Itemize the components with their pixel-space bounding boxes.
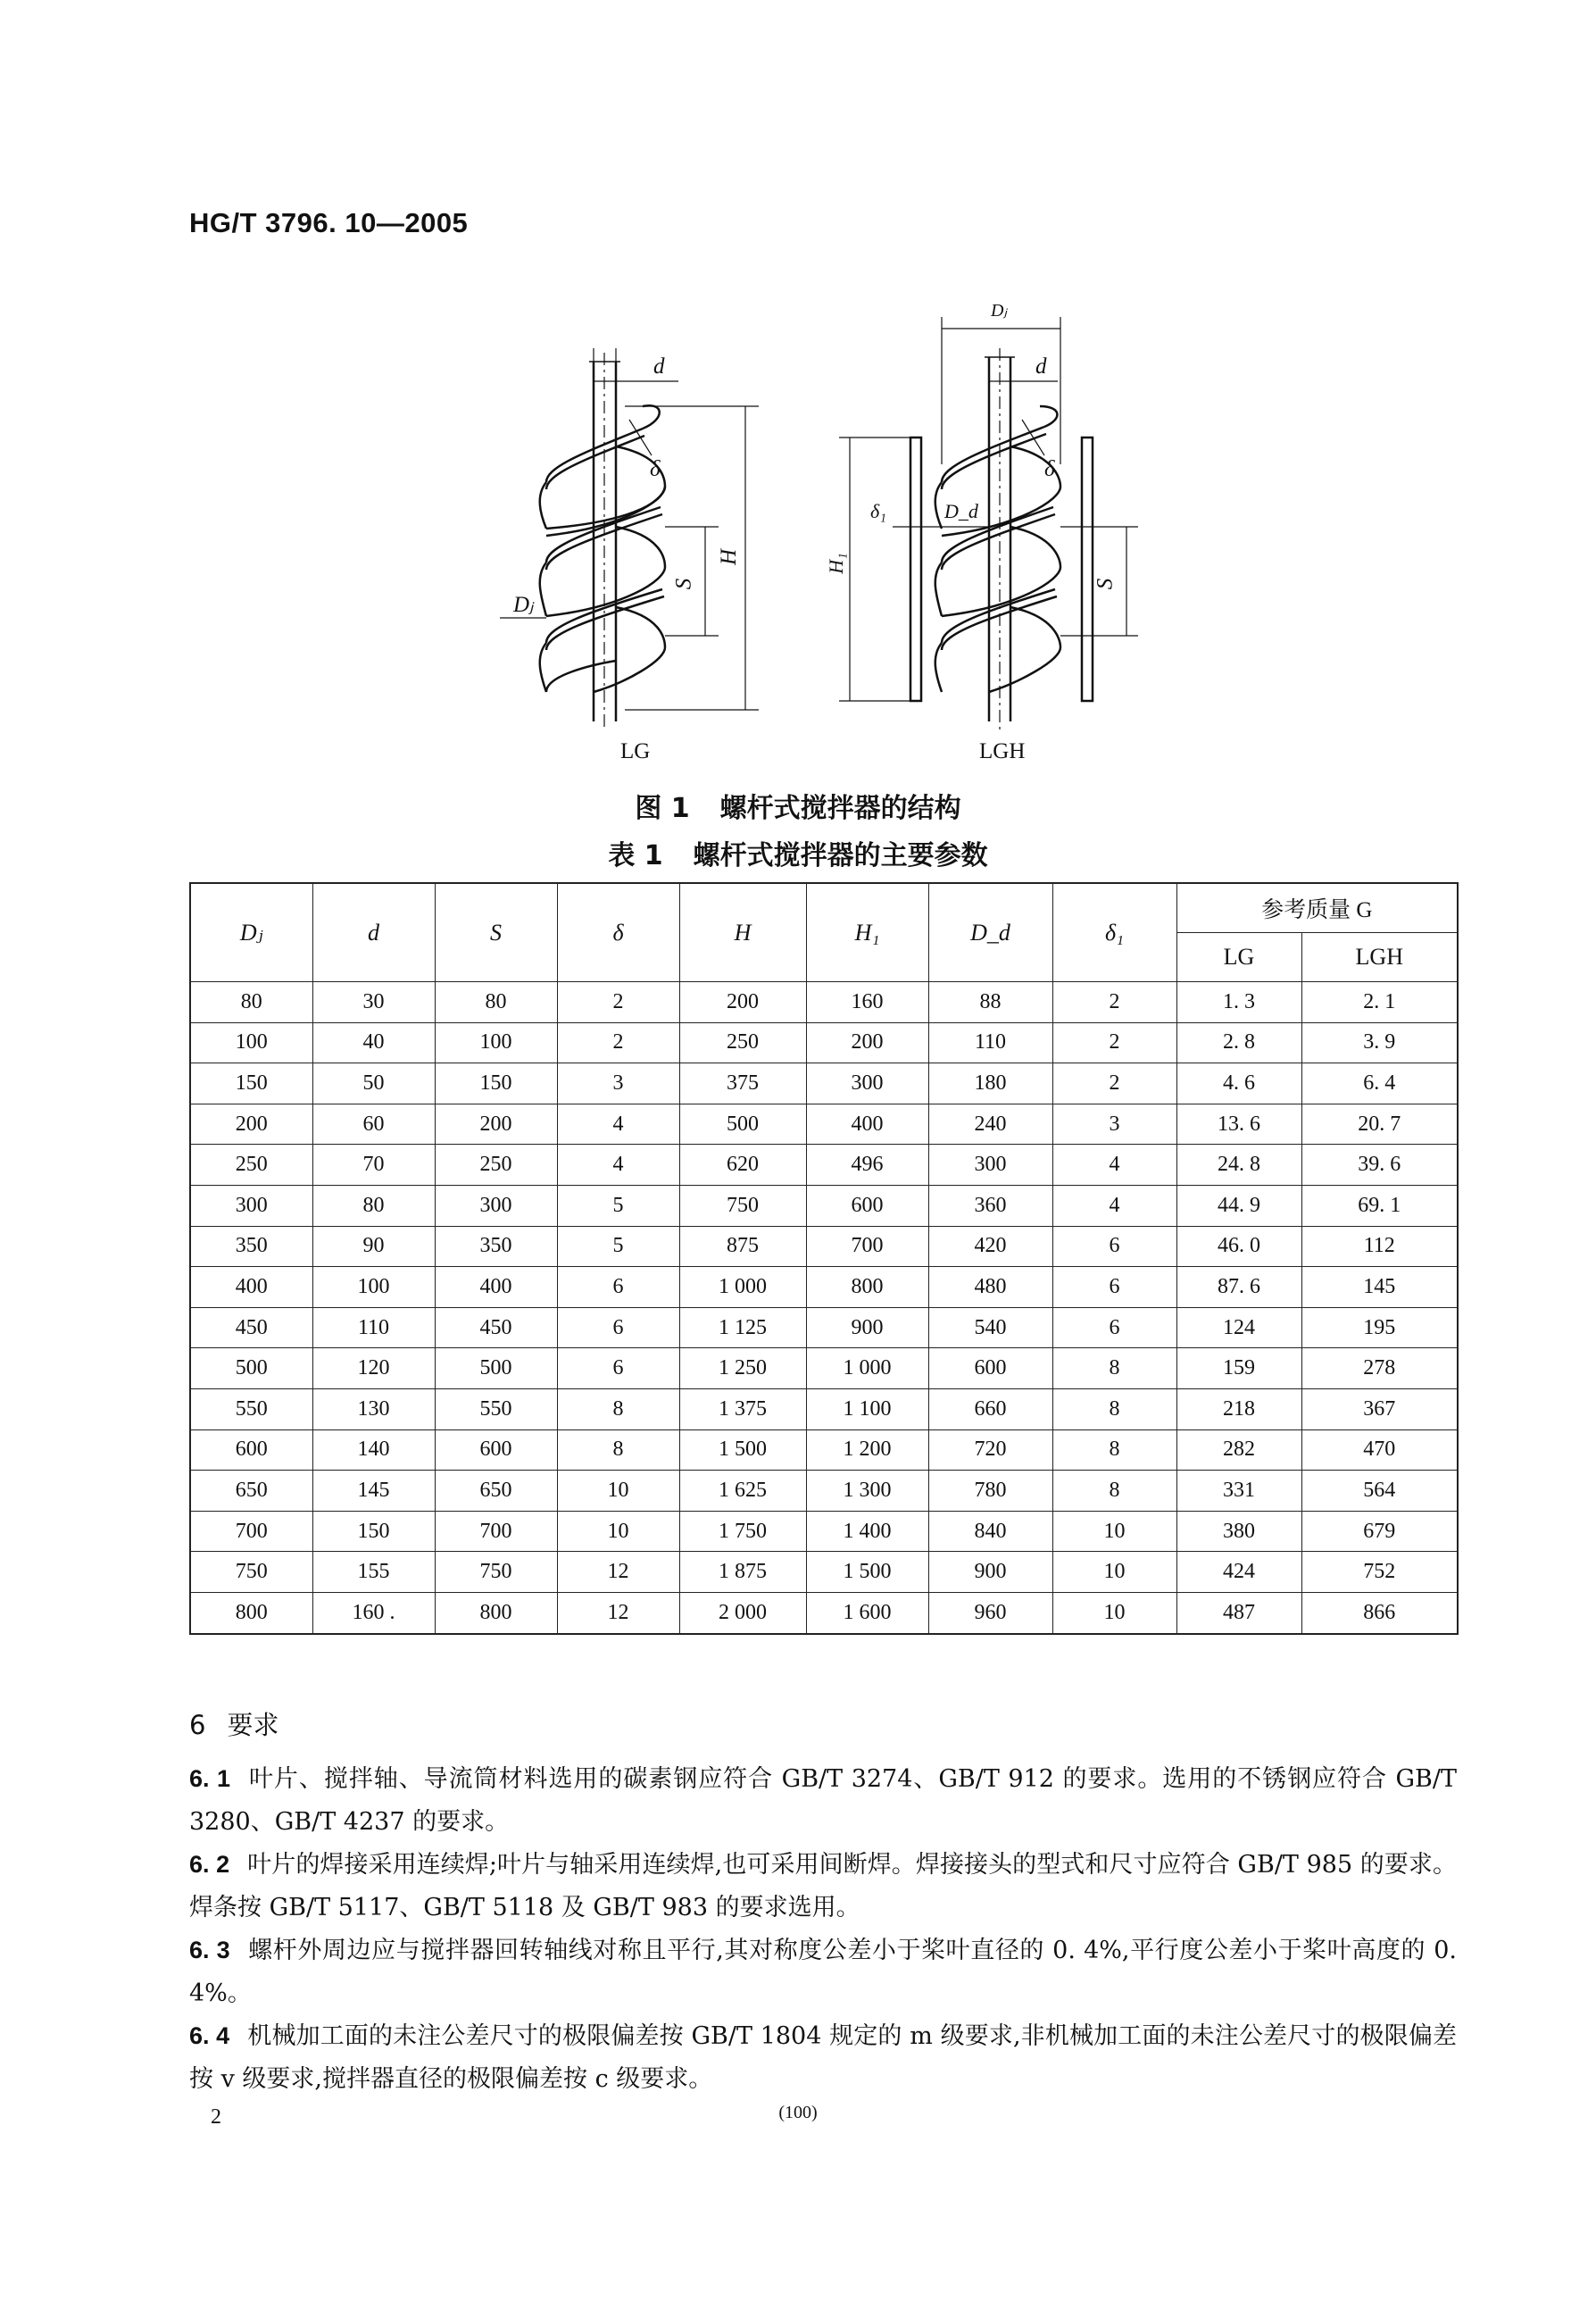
table-cell: 218: [1176, 1388, 1301, 1429]
table-row: [190, 1185, 1458, 1226]
table-cell: 4: [557, 1145, 679, 1186]
table-cell: 8: [1052, 1348, 1176, 1389]
table-cell: 750: [435, 1552, 557, 1593]
table-cell: 39. 6: [1301, 1145, 1458, 1186]
table-cell: 240: [928, 1104, 1052, 1145]
table-cell: 660: [928, 1388, 1052, 1429]
paragraph-text: 机械加工面的未注公差尺寸的极限偏差按 GB/T 1804 规定的 m 级要求,非机械加工面的未注公差尺寸的极限偏差按 v 级要求,搅拌器直径的极限偏差按 c 级要求。: [189, 2022, 1457, 2093]
table-cell: 600: [435, 1429, 557, 1471]
table-cell: 6: [1052, 1307, 1176, 1348]
table-cell: 155: [312, 1552, 435, 1593]
label-delta-lg: δ: [650, 457, 661, 481]
table-row: [190, 1022, 1458, 1063]
table-cell: 100: [435, 1022, 557, 1063]
table-cell: 40: [312, 1022, 435, 1063]
table-row: [190, 1145, 1458, 1186]
table-cell: 195: [1301, 1307, 1458, 1348]
table-cell: 866: [1301, 1592, 1458, 1633]
table-cell: 800: [190, 1592, 312, 1633]
label-d-lgh: d: [1035, 354, 1047, 379]
table-cell: 88: [928, 982, 1052, 1023]
table-cell: 1 400: [806, 1511, 928, 1552]
label-lgh: LGH: [979, 739, 1026, 763]
table-cell: 487: [1176, 1592, 1301, 1633]
table-cell: 30: [312, 982, 435, 1023]
col-header-delta1: δ₁: [1052, 883, 1176, 982]
table-cell: 145: [1301, 1267, 1458, 1308]
table-cell: 124: [1176, 1307, 1301, 1348]
table-cell: 160 .: [312, 1592, 435, 1633]
col-header-d: d: [312, 883, 435, 982]
table-cell: 2: [1052, 982, 1176, 1023]
label-Dj-lgh: Dⱼ: [991, 301, 1007, 321]
table-cell: 600: [190, 1429, 312, 1471]
table-cell: 1. 3: [1176, 982, 1301, 1023]
table-cell: 282: [1176, 1429, 1301, 1471]
table-cell: 1 750: [679, 1511, 806, 1552]
table-cell: 8: [557, 1429, 679, 1471]
table-caption-text: 螺杆式搅拌器的主要参数: [693, 840, 988, 871]
table-cell: 650: [190, 1471, 312, 1512]
table-cell: 112: [1301, 1226, 1458, 1267]
table-cell: 564: [1301, 1471, 1458, 1512]
table-cell: 2: [1052, 1063, 1176, 1104]
table-cell: 46. 0: [1176, 1226, 1301, 1267]
table-row: [190, 1348, 1458, 1389]
table-cell: 100: [312, 1267, 435, 1308]
paragraph-number: 6. 4: [189, 2022, 230, 2049]
table-cell: 540: [928, 1307, 1052, 1348]
table-cell: 800: [806, 1267, 928, 1308]
table-cell: 400: [806, 1104, 928, 1145]
table-row: [190, 1592, 1458, 1633]
table-cell: 12: [557, 1552, 679, 1593]
table-cell: 496: [806, 1145, 928, 1186]
table-cell: 90: [312, 1226, 435, 1267]
parameter-table: [189, 882, 1459, 1635]
table-cell: 752: [1301, 1552, 1458, 1593]
table-cell: 150: [312, 1511, 435, 1552]
table-cell: 13. 6: [1176, 1104, 1301, 1145]
table-cell: 420: [928, 1226, 1052, 1267]
table-cell: 800: [435, 1592, 557, 1633]
table-cell: 650: [435, 1471, 557, 1512]
table-cell: 80: [312, 1185, 435, 1226]
table-row: [190, 1063, 1458, 1104]
table-cell: 1 200: [806, 1429, 928, 1471]
table-cell: 4: [557, 1104, 679, 1145]
table-cell: 6: [1052, 1226, 1176, 1267]
table-cell: 300: [928, 1145, 1052, 1186]
table-row: [190, 1307, 1458, 1348]
table-cell: 4. 6: [1176, 1063, 1301, 1104]
lg-drawing: [500, 348, 759, 730]
table-cell: 100: [190, 1022, 312, 1063]
table-cell: 2: [557, 982, 679, 1023]
page-number: 2: [211, 2105, 221, 2129]
table-cell: 180: [928, 1063, 1052, 1104]
table-caption: [0, 833, 1596, 872]
label-d-lg: d: [653, 354, 665, 379]
table-cell: 5: [557, 1226, 679, 1267]
table-caption-number: 表 1: [608, 840, 663, 871]
table-cell: 331: [1176, 1471, 1301, 1512]
label-H-lg: H: [717, 548, 742, 566]
table-cell: 1 600: [806, 1592, 928, 1633]
col-header-H: H: [679, 883, 806, 982]
table-cell: 600: [806, 1185, 928, 1226]
table-cell: 200: [806, 1022, 928, 1063]
table-row: [190, 1511, 1458, 1552]
table-cell: 1 375: [679, 1388, 806, 1429]
table-cell: 450: [435, 1307, 557, 1348]
table-cell: 1 875: [679, 1552, 806, 1593]
table-cell: 900: [806, 1307, 928, 1348]
section-heading: [189, 1705, 278, 1742]
table-cell: 350: [190, 1226, 312, 1267]
table-cell: 140: [312, 1429, 435, 1471]
table-row: [190, 1267, 1458, 1308]
standard-code: HG/T 3796. 10—2005: [189, 207, 469, 238]
table-cell: 150: [435, 1063, 557, 1104]
table-cell: 70: [312, 1145, 435, 1186]
table-cell: 5: [557, 1185, 679, 1226]
table-cell: 2: [557, 1022, 679, 1063]
table-cell: 480: [928, 1267, 1052, 1308]
table-cell: 60: [312, 1104, 435, 1145]
table-row: [190, 1471, 1458, 1512]
table-cell: 300: [806, 1063, 928, 1104]
table-cell: 875: [679, 1226, 806, 1267]
label-delta-lgh: δ: [1044, 457, 1055, 481]
table-row: [190, 1226, 1458, 1267]
table-cell: 360: [928, 1185, 1052, 1226]
lgh-drawing: [839, 317, 1138, 730]
table-cell: 300: [190, 1185, 312, 1226]
col-header-Dd: D_d: [928, 883, 1052, 982]
col-header-delta: δ: [557, 883, 679, 982]
table-cell: 375: [679, 1063, 806, 1104]
table-cell: 10: [557, 1471, 679, 1512]
paragraph-number: 6. 2: [189, 1851, 230, 1878]
col-header-H1: H₁: [806, 883, 928, 982]
table-cell: 1 100: [806, 1388, 928, 1429]
table-cell: 200: [190, 1104, 312, 1145]
table-cell: 80: [435, 982, 557, 1023]
table-cell: 700: [190, 1511, 312, 1552]
table-cell: 50: [312, 1063, 435, 1104]
paragraph-number: 6. 3: [189, 1937, 230, 1963]
table-cell: 110: [928, 1022, 1052, 1063]
table-cell: 840: [928, 1511, 1052, 1552]
table-cell: 2 000: [679, 1592, 806, 1633]
paragraph-text: 叶片、搅拌轴、导流筒材料选用的碳素钢应符合 GB/T 3274、GB/T 912 的要求。选用的不锈钢应符合 GB/T 3280、GB/T 4237 的要求。: [189, 1765, 1457, 1836]
paragraph-text: 叶片的焊接采用连续焊;叶片与轴采用连续焊,也可采用间断焊。焊接接头的型式和尺寸应符合 GB/T 985 的要求。焊条按 GB/T 5117、GB/T 5118 及 GB/T 983 的要求选用。: [189, 1851, 1457, 1921]
paragraph-number: 6. 1: [189, 1765, 230, 1792]
table-cell: 250: [679, 1022, 806, 1063]
paragraph-6-1: [189, 1757, 1457, 1844]
table-cell: 4: [1052, 1185, 1176, 1226]
table-cell: 8: [1052, 1388, 1176, 1429]
table-cell: 2. 8: [1176, 1022, 1301, 1063]
table-cell: 24. 8: [1176, 1145, 1301, 1186]
table-cell: 8: [1052, 1429, 1176, 1471]
table-cell: 130: [312, 1388, 435, 1429]
paragraph-6-2: [189, 1843, 1457, 1929]
table-cell: 2: [1052, 1022, 1176, 1063]
page-code: (100): [778, 2103, 818, 2122]
table-cell: 80: [190, 982, 312, 1023]
table-cell: 500: [435, 1348, 557, 1389]
table-cell: 1 500: [806, 1552, 928, 1593]
table-row: [190, 1429, 1458, 1471]
paragraph-6-4: [189, 2014, 1457, 2101]
table-cell: 1 000: [679, 1267, 806, 1308]
table-cell: 6: [557, 1267, 679, 1308]
table-cell: 10: [557, 1511, 679, 1552]
table-cell: 550: [435, 1388, 557, 1429]
table-cell: 300: [435, 1185, 557, 1226]
table-cell: 120: [312, 1348, 435, 1389]
table-cell: 367: [1301, 1388, 1458, 1429]
section-title: 要求: [227, 1710, 279, 1740]
table-cell: 6: [557, 1348, 679, 1389]
table-cell: 8: [557, 1388, 679, 1429]
table-cell: 750: [190, 1552, 312, 1593]
paragraph-6-3: [189, 1929, 1457, 2015]
table-cell: 110: [312, 1307, 435, 1348]
col-header-mass-group: 参考质量 G: [1176, 883, 1458, 933]
table-cell: 1 125: [679, 1307, 806, 1348]
figure-screw-agitator: [0, 0, 1596, 804]
table-cell: 6: [557, 1307, 679, 1348]
label-H1-lgh: H₁: [824, 553, 847, 574]
table-cell: 750: [679, 1185, 806, 1226]
table-cell: 1 250: [679, 1348, 806, 1389]
table-cell: 550: [190, 1388, 312, 1429]
label-Dd-lgh: D_d: [944, 500, 978, 522]
table-row: [190, 982, 1458, 1023]
figure-caption-number: 图 1: [635, 793, 690, 824]
table-cell: 1 500: [679, 1429, 806, 1471]
table-cell: 450: [190, 1307, 312, 1348]
table-cell: 400: [190, 1267, 312, 1308]
table-cell: 780: [928, 1471, 1052, 1512]
paragraph-text: 螺杆外周边应与搅拌器回转轴线对称且平行,其对称度公差小于桨叶直径的 0. 4%,平行度公差小于桨叶高度的 0. 4%。: [189, 1937, 1457, 2007]
label-lg: LG: [620, 739, 651, 763]
col-header-S: S: [435, 883, 557, 982]
table-cell: 500: [190, 1348, 312, 1389]
table-cell: 200: [679, 982, 806, 1023]
table-cell: 12: [557, 1592, 679, 1633]
table-cell: 44. 9: [1176, 1185, 1301, 1226]
table-cell: 6: [1052, 1267, 1176, 1308]
table-cell: 470: [1301, 1429, 1458, 1471]
table-cell: 400: [435, 1267, 557, 1308]
table-cell: 900: [928, 1552, 1052, 1593]
table-cell: 10: [1052, 1552, 1176, 1593]
table-cell: 10: [1052, 1511, 1176, 1552]
figure-caption: [0, 786, 1596, 825]
table-cell: 200: [435, 1104, 557, 1145]
table-cell: 278: [1301, 1348, 1458, 1389]
table-header-row: [190, 883, 1458, 933]
table-cell: 20. 7: [1301, 1104, 1458, 1145]
table-cell: 1 300: [806, 1471, 928, 1512]
table-cell: 250: [435, 1145, 557, 1186]
table-row: [190, 1104, 1458, 1145]
table-cell: 700: [435, 1511, 557, 1552]
table-cell: 350: [435, 1226, 557, 1267]
table-cell: 250: [190, 1145, 312, 1186]
table-cell: 3. 9: [1301, 1022, 1458, 1063]
table-row: [190, 1552, 1458, 1593]
col-header-LG: LG: [1176, 933, 1301, 982]
figure-caption-text: 螺杆式搅拌器的结构: [719, 793, 961, 824]
table-cell: 150: [190, 1063, 312, 1104]
table-cell: 380: [1176, 1511, 1301, 1552]
table-cell: 159: [1176, 1348, 1301, 1389]
col-header-Dj: Dⱼ: [190, 883, 312, 982]
label-Dj-lg: Dⱼ: [513, 593, 534, 617]
table-cell: 500: [679, 1104, 806, 1145]
table-cell: 3: [1052, 1104, 1176, 1145]
table-cell: 4: [1052, 1145, 1176, 1186]
table-cell: 69. 1: [1301, 1185, 1458, 1226]
table-cell: 720: [928, 1429, 1052, 1471]
table-cell: 10: [1052, 1592, 1176, 1633]
label-S-lg: S: [671, 578, 696, 590]
table-cell: 145: [312, 1471, 435, 1512]
table-cell: 700: [806, 1226, 928, 1267]
table-cell: 424: [1176, 1552, 1301, 1593]
table-cell: 679: [1301, 1511, 1458, 1552]
table-cell: 87. 6: [1176, 1267, 1301, 1308]
table-cell: 620: [679, 1145, 806, 1186]
table-cell: 6. 4: [1301, 1063, 1458, 1104]
label-delta1-lgh: δ₁: [870, 500, 886, 522]
label-S-lgh: S: [1093, 578, 1118, 590]
table-cell: 1 625: [679, 1471, 806, 1512]
section-number: 6: [189, 1710, 206, 1740]
table-cell: 960: [928, 1592, 1052, 1633]
table-cell: 3: [557, 1063, 679, 1104]
col-header-LGH: LGH: [1301, 933, 1458, 982]
table-cell: 160: [806, 982, 928, 1023]
table-cell: 1 000: [806, 1348, 928, 1389]
table-cell: 8: [1052, 1471, 1176, 1512]
table-row: [190, 1388, 1458, 1429]
table-body: [190, 982, 1458, 1634]
table-cell: 600: [928, 1348, 1052, 1389]
figure-drawing: [0, 0, 1596, 804]
table-cell: 2. 1: [1301, 982, 1458, 1023]
